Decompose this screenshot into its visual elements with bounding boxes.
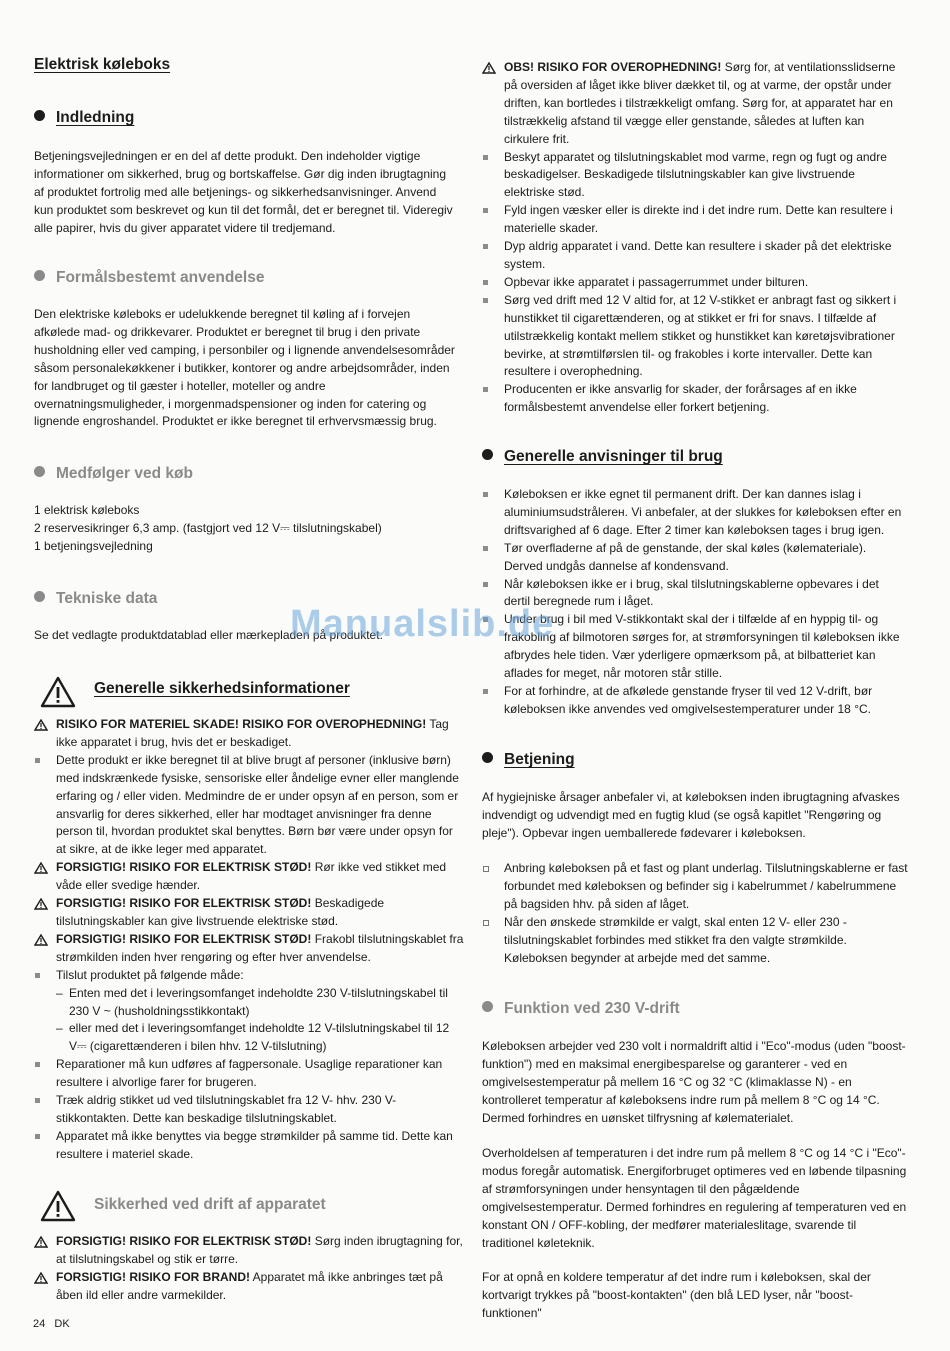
sub-list-item: – Enten med det i leveringsomfanget indeholdte 230 V-tilslutningskabel til 230 V ~ (husholdningsstikkontakt) (56, 985, 448, 1018)
function-text-1: Køleboksen arbejder ved 230 volt i normaldrift altid i "Eco"-modus (uden "boost-funktion") med en maksimal energibesparelse og garanterer - ved en omgivelsestemperatur på mellem 16 °C og 32 °C (klimaklasse N) - en kontrolleret temperatur af køleboksens indre rum på mellem 8 °C og 14 °C. Dermed forhindres en uønsket tilfrysning af kølematerialet. (482, 1039, 906, 1125)
list-item: Anbring køleboksen på et fast og plant underlag. Tilslutningskablerne er fast forbundet med køleboksen og befinder sig i kabelrummet / kabelrummene på bagsiden hhv. på siden af låget. (482, 860, 908, 914)
square-bullet-icon (483, 155, 488, 160)
bullet-dot-icon (482, 1001, 493, 1012)
sub-list-item: – eller med det i leveringsomfanget indeholdte 12 V-tilslutningskabel til 12 V⎓ (cigarettænderen i bilen hhv. 12 V-tilslutning) (56, 1021, 450, 1054)
square-bullet-icon (35, 1098, 40, 1103)
heading-operation: Betjening (482, 751, 575, 769)
warning-triangle-icon (40, 1190, 76, 1222)
scope-item: 2 reservesikringer 6,3 amp. (fastgjort ved 12 V⎓ tilslutningskabel) (34, 520, 382, 535)
language-code: DK (54, 1318, 70, 1330)
square-bullet-icon (483, 298, 488, 303)
bullet-dot-icon (34, 466, 45, 477)
warning-triangle-icon (34, 934, 48, 946)
intended-use-text: Den elektriske køleboks er udelukkende beregnet til køling af i forvejen afkølede mad- og drikkevarer. Produktet er beregnet til brug i den private husholdning eller ved camping, i personbiler og i lignende anvendelsesområder såsom personalekøkkener i butikker, kontorer og andre arbejdsområder, inden for landbruget og til gæster i hoteller, moteller og andre overnatningsmuligheder, i morgenmadspensioner og inden for catering og lignende engroshandel. Produktet er ikke beregnet til erhvervsmæssig brug. (34, 307, 455, 429)
list-item: FORSIGTIG! RISIKO FOR BRAND! Apparatet må ikke anbringes tæt på åben ild eller andre varmekilder. (34, 1269, 464, 1305)
list-item: Reparationer må kun udføres af fagpersonale. Usaglige reparationer kan resultere i alvorlige farer for brugeren. (34, 1056, 464, 1092)
bullet-dot-icon (34, 270, 45, 281)
square-bullet-icon (483, 280, 488, 285)
square-bullet-icon (483, 582, 488, 587)
list-item: Sørg ved drift med 12 V altid for, at 12 V-stikket er anbragt fast og sikkert i hunstikket til cigarettænderen, og at stikket er fri for snavs. I tilfælde af utilstrækkelig kontakt mellem stikket og hunstikket kan køretøjsvibrationer bevirke, at strømtilførslen til- og frakobles i korte intervaller. Dette kan resultere i overophedning. (482, 292, 908, 382)
intro-text: Betjeningsvejledningen er en del af dette produkt. Den indeholder vigtige informationer om sikkerhed, brug og bortskaffelse. Gør dig inden ibrugtagning af produktet fortrolig med alle betjenings- og sikkerhedsanvisninger. Anvend kun produktet som beskrevet og kun til det formål, det er beregnet til. Videregiv alle papirer, hvis du giver apparatet videre til tredjemand. (34, 149, 453, 235)
list-item: FORSIGTIG! RISIKO FOR ELEKTRISK STØD! Sørg inden ibrugtagning for, at tilslutningskabel og stik er tørre. (34, 1233, 464, 1269)
list-item: Træk aldrig stikket ud ved tilslutningskablet fra 12 V- hhv. 230 V-stikkontakten. Dette kan beskadige tilslutningskablet. (34, 1092, 464, 1128)
warning-triangle-icon (34, 898, 48, 910)
right-top-list (482, 59, 908, 417)
list-item: Når den ønskede strømkilde er valgt, skal enten 12 V- eller 230 -tilslutningskablet forbindes med stikket fra den valgte strømkilde. Køleboksen begynder at arbejde med det samme. (482, 914, 908, 968)
warning-triangle-icon (34, 719, 48, 731)
checkbox-bullet-icon (483, 866, 489, 872)
scope-list (34, 502, 458, 556)
function-text-2: Overholdelsen af temperaturen i det indre rum på mellem 8 °C og 14 °C i "Eco"-modus foregår automatisk. Energiforbruget optimeres ved en løbende tilpasning af strømforsyningen under hensyntagen til den pågældende omgivelsestemperatur. Dermed forhindres en regulering af temperaturen ved en konstant ON / OFF-kobling, der medfører materialeslitage, svarende til traditionel køleteknik. (482, 1146, 907, 1250)
list-item: Køleboksen er ikke egnet til permanent drift. Der kan dannes islag i aluminiumsudstrålerен. Vi anbefaler, at der slukkes for køleboksen efter en driftsvarighed af 6 dage. Efter 2 timer kan køleboksen tages i brug igen. (482, 486, 908, 540)
list-item: Opbevar ikke apparatet i passagerrummet under bilturen. (482, 274, 908, 292)
square-bullet-icon (483, 208, 488, 213)
list-item: Beskyt apparatet og tilslutningskablet mod varme, regn og fugt og andre beskadigelser. Beskadigede tilslutningskabler kan give livstruende elektriske stød. (482, 149, 908, 203)
square-bullet-icon (483, 689, 488, 694)
page-title: Elektrisk køleboks (34, 56, 171, 73)
bullet-dot-icon (482, 752, 493, 763)
operation-text: Af hygiejniske årsager anbefaler vi, at køleboksen inden ibrugtagning afvaskes indvendigt og udvendigt med en fugtig klud (se også kapitlet "Rengøring og pleje"). Opbevar ingen uemballerede fødevarer i køleboksen. (482, 790, 900, 840)
scope-item: 1 betjeningsvejledning (34, 538, 153, 553)
page-number: 24 (33, 1318, 46, 1330)
warning-triangle-icon (482, 62, 496, 74)
list-item: RISIKO FOR MATERIEL SKADE! RISIKO FOR OVEROPHEDNING! Tag ikke apparatet i brug, hvis det er beskadiget. (34, 716, 464, 752)
square-bullet-icon (483, 492, 488, 497)
function-text-3: For at opnå en koldere temperatur af det indre rum i køleboksen, skal der kortvarigt trykkes på "boost-kontakten" (den blå LED lyser, når "boost-funktionen" (482, 1270, 871, 1320)
warning-triangle-icon (40, 676, 76, 708)
list-item: Tør overfladerne af på de genstande, der skal køles (kølemateriale). Derved undgås dannelse af kondensvand. (482, 540, 908, 576)
heading-function-230v: Funktion ved 230 V-drift (482, 1000, 680, 1018)
list-item: Under brug i bil med V-stikkontakt skal der i tilfælde af en hyppig til- og frakobling af bilmotoren sørges for, at strømforsyningen til køleboksen ikke afbrydes hele tiden. Vær yderligere opmærksom på, at bilbatteriet kan aflades for meget, når motoren står stille. (482, 611, 908, 683)
list-item: Tilslut produktet på følgende måde: – Enten med det i leveringsomfanget indeholdte 230 V-tilslutningskabel til 230 V ~ (husholdningsstikkontakt) – eller med det i leveringsomfanget indeholdte 12 V-tilslutningskabel til 12 V⎓ (cigarettænderen i bilen hhv. 12 V-tilslutning) (34, 967, 464, 1057)
list-item: Når køleboksen ikke er i brug, skal tilslutningskablerne opbevares i det dertil beregnede rum i låget. (482, 576, 908, 612)
heading-operation-safety: Sikkerhed ved drift af apparatet (94, 1196, 326, 1213)
warning-triangle-icon (34, 1236, 48, 1248)
heading-general-use: Generelle anvisninger til brug (482, 448, 723, 466)
safety-list (34, 716, 464, 1164)
warning-triangle-icon (34, 1272, 48, 1284)
list-item: FORSIGTIG! RISIKO FOR ELEKTRISK STØD! Rør ikke ved stikket med våde eller svedige hænder. (34, 859, 464, 895)
heading-tech: Tekniske data (34, 590, 157, 608)
checkbox-bullet-icon (483, 920, 489, 926)
square-bullet-icon (35, 758, 40, 763)
list-item: Dette produkt er ikke beregnet til at blive brugt af personer (inklusive børn) med indskrænkede fysiske, sensoriske eller åndelige evner eller manglende erfaring og / eller viden. Medmindre de er under opsyn af en person, som er ansvarlig for deres sikkerhed, eller har modtaget anvisninger fra denne person til, hvordan produktet skal benyttes. Børn bør være under opsyn for at sikre, at de ikke leger med apparatet. (34, 752, 464, 859)
list-item: For at forhindre, at de afkølede genstande fryser til ved 12 V-drift, bør køleboksen ikke anvendes ved omgivelsestemperaturer under 18 °C. (482, 683, 908, 719)
square-bullet-icon (35, 1062, 40, 1067)
bullet-dot-icon (482, 449, 493, 460)
square-bullet-icon (35, 1134, 40, 1139)
sub-list (56, 985, 464, 1057)
list-item: Fyld ingen væsker eller is direkte ind i det indre rum. Dette kan resultere i materielle skader. (482, 202, 908, 238)
bullet-dot-icon (34, 110, 45, 121)
square-bullet-icon (483, 387, 488, 392)
heading-scope: Medfølger ved køb (34, 465, 193, 483)
list-item: Producenten er ikke ansvarlig for skader, der forårsages af en ikke formålsbestemt anvendelse eller forkert betjening. (482, 381, 908, 417)
list-item: OBS! RISIKO FOR OVEROPHEDNING! Sørg for, at ventilationsslidserne på oversiden af låget ikke bliver dækket til, og at varme, der opstår under driften, kan bortledes i tilstrækkeligt omfang. Sørg for, at apparatet har en tilstrækkelig afstand til vægge eller genstande, således at luften kan cirkulere frit. (482, 59, 908, 149)
heading-intro: Indledning (34, 109, 134, 127)
square-bullet-icon (35, 973, 40, 978)
warning-triangle-icon (34, 862, 48, 874)
square-bullet-icon (483, 546, 488, 551)
list-item: FORSIGTIG! RISIKO FOR ELEKTRISK STØD! Frakobl tilslutningskablet fra strømkilden inden hver rengøring og efter hver anvendelse. (34, 931, 464, 967)
list-item: FORSIGTIG! RISIKO FOR ELEKTRISK STØD! Beskadigede tilslutningskabler kan give livstruende elektriske stød. (34, 895, 464, 931)
operation-safety-list (34, 1233, 464, 1305)
list-item: Apparatet må ikke benyttes via begge strømkilder på samme tid. Dette kan resultere i materiel skade. (34, 1128, 464, 1164)
heading-intended-use: Formålsbestemt anvendelse (34, 269, 264, 287)
square-bullet-icon (483, 244, 488, 249)
tech-text: Se det vedlagte produktdatablad eller mærkepladen på produktet. (34, 628, 383, 642)
scope-item: 1 elektrisk køleboks (34, 503, 140, 517)
heading-safety: Generelle sikkerhedsinformationer (94, 680, 350, 697)
bullet-dot-icon (34, 591, 45, 602)
operation-steps (482, 860, 908, 967)
list-item: Dyp aldrig apparatet i vand. Dette kan resultere i skader på det elektriske system. (482, 238, 908, 274)
page-footer (33, 1318, 70, 1330)
watermark: Manualslib.de (290, 603, 555, 645)
